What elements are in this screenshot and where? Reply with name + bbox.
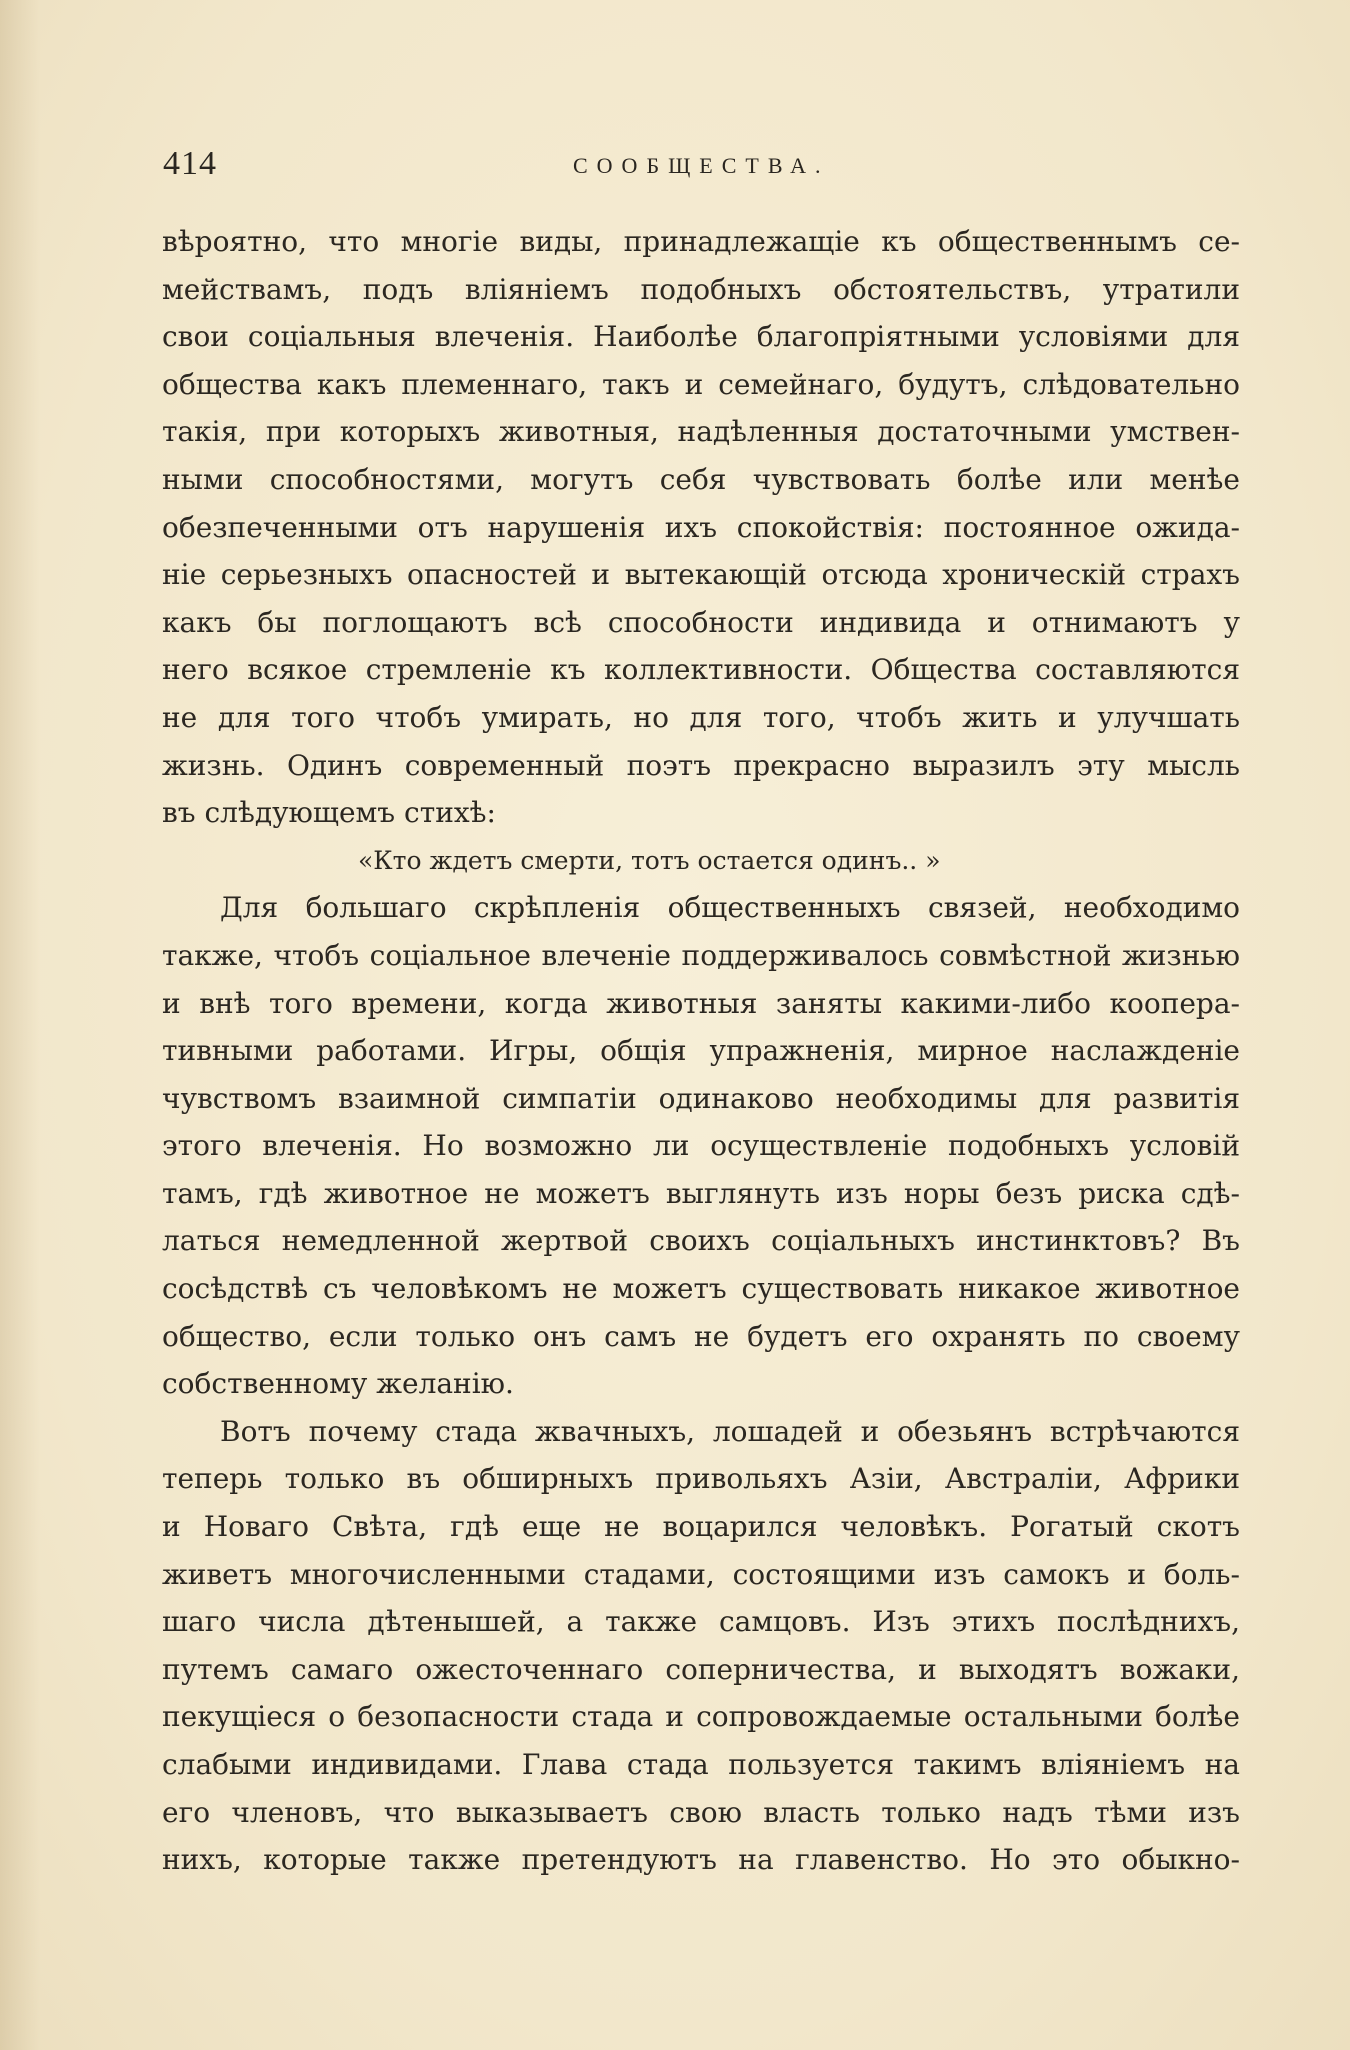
text-line: Вотъ почему стада жвачныхъ, лошадей и обезьянъ встрѣчаются (220, 1414, 1240, 1448)
text-line: Для большаго скрѣпленія общественныхъ связей, необходимо (220, 891, 1240, 925)
text-line: чувствомъ взаимной симпатіи одинаково необходимы для развитія (162, 1081, 1240, 1115)
spine-shadow (0, 0, 40, 2050)
body-text (162, 218, 1240, 1884)
text-line: шаго числа дѣтенышей, а также самцовъ. Изъ этихъ послѣднихъ, (162, 1605, 1240, 1639)
text-line: свои соціальныя влеченія. Наиболѣе благопріятными условіями для (162, 320, 1240, 354)
text-line: сосѣдствѣ съ человѣкомъ не можетъ существовать никакое животное (162, 1272, 1240, 1306)
text-line: ными способностями, могутъ себя чувствовать болѣе или менѣе (162, 462, 1240, 496)
text-line: тамъ, гдѣ животное не можетъ выглянуть изъ норы безъ риска сдѣ- (162, 1176, 1240, 1210)
verse-quote: «Кто ждетъ смерти, тотъ остается одинъ.. » (358, 845, 941, 875)
text-line: собственному желанію. (162, 1367, 514, 1401)
text-line: тивными работами. Игры, общія упражненія, мирное наслажденіе (162, 1034, 1240, 1068)
text-line: живетъ многочисленными стадами, состоящими изъ самокъ и боль- (162, 1557, 1240, 1591)
text-line: него всякое стремленіе къ коллективности. Общества составляются (162, 653, 1240, 687)
text-line: нихъ, которые также претендуютъ на главенство. Но это обыкно- (162, 1843, 1240, 1877)
text-line: вѣроятно, что многіе виды, принадлежащіе къ общественнымъ се- (162, 225, 1240, 258)
text-line: общества какъ племеннаго, такъ и семейнаго, будутъ, слѣдовательно (162, 367, 1240, 401)
text-line: теперь только въ обширныхъ привольяхъ Азіи, Австраліи, Африки (162, 1462, 1240, 1496)
text-line: и внѣ того времени, когда животныя заняты какими-либо коопера- (162, 986, 1240, 1020)
text-line: пекущіеся о безопасности стада и сопровождаемые остальными болѣе (162, 1700, 1240, 1734)
text-line: мействамъ, подъ вліяніемъ подобныхъ обстоятельствъ, утратили (162, 272, 1240, 306)
text-line: какъ бы поглощаютъ всѣ способности индивида и отнимаютъ у (162, 605, 1240, 639)
text-line: путемъ самаго ожесточеннаго соперничества, и выходятъ вожаки, (162, 1652, 1240, 1686)
text-line: его членовъ, что выказываетъ свою власть только надъ тѣми изъ (162, 1795, 1240, 1829)
page-number: 414 (163, 145, 217, 182)
text-line: обезпеченными отъ нарушенія ихъ спокойствія: постоянное ожида- (162, 510, 1240, 544)
text-line: этого влеченія. Но возможно ли осуществленіе подобныхъ условій (162, 1129, 1240, 1163)
text-line: ніе серьезныхъ опасностей и вытекающій отсюда хроническій страхъ (162, 558, 1240, 592)
text-line: жизнь. Одинъ современный поэтъ прекрасно выразилъ эту мысль (162, 748, 1240, 782)
text-line: въ слѣдующемъ стихѣ: (162, 796, 496, 830)
page-header (163, 145, 1243, 191)
text-line: не для того чтобъ умирать, но для того, чтобъ жить и улучшать (162, 700, 1240, 734)
text-line: и Новаго Свѣта, гдѣ еще не воцарился человѣкъ. Рогатый скотъ (162, 1510, 1240, 1544)
running-title: СООБЩЕСТВА. (573, 153, 830, 178)
text-line: слабыми индивидами. Глава стада пользуется такимъ вліяніемъ на (162, 1748, 1240, 1781)
text-line: общество, если только онъ самъ не будетъ его охранять по своему (162, 1319, 1240, 1353)
text-line: также, чтобъ соціальное влеченіе поддерживалось совмѣстной жизнью (162, 938, 1240, 972)
text-line: такія, при которыхъ животныя, надѣленныя достаточными умствен- (162, 415, 1240, 449)
text-line: латься немедленной жертвой своихъ соціальныхъ инстинктовъ? Въ (162, 1224, 1240, 1258)
